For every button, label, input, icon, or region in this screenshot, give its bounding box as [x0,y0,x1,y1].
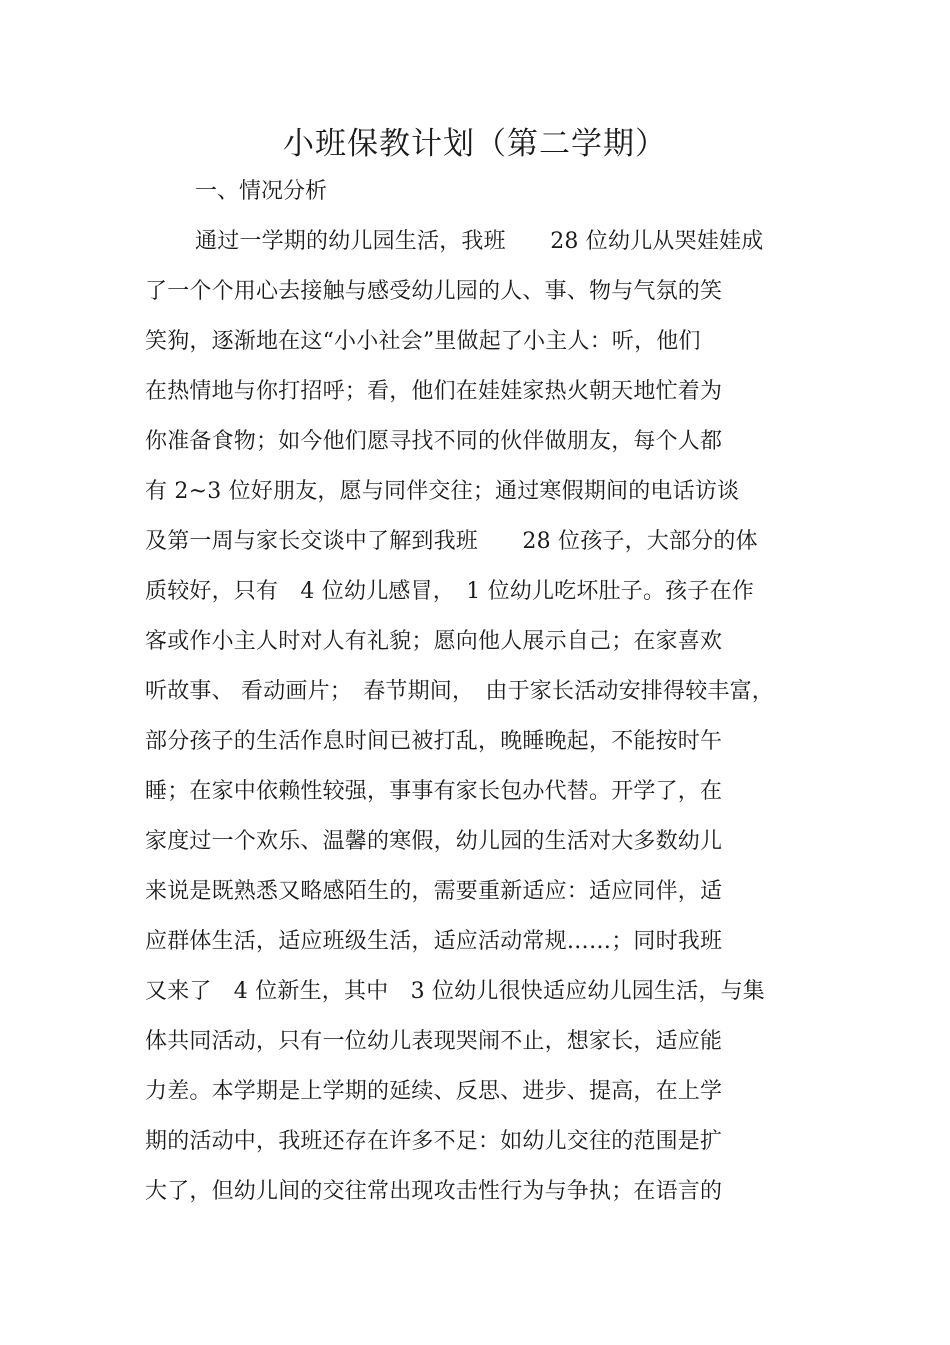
paragraph-line: 又来了 4 位新生，其中 3 位幼儿很快适应幼儿园生活，与集 [145,979,765,1004]
paragraph-line: 你准备食物；如今他们愿寻找不同的伙伴做朋友，每个人都 [145,429,723,454]
paragraph-line: 来说是既熟悉又略感陌生的，需要重新适应：适应同伴，适 [145,879,723,904]
paragraph-line: 笑狗，逐渐地在这“小小社会”里做起了小主人：听，他们 [145,329,701,354]
paragraph-line: 睡；在家中依赖性较强，事事有家长包办代替。开学了，在 [145,779,723,804]
paragraph-line: 通过一学期的幼儿园生活，我班 28 位幼儿从哭娃娃成 [195,229,764,254]
paragraph-line: 家度过一个欢乐、温馨的寒假，幼儿园的生活对大多数幼儿 [145,829,723,854]
paragraph-line: 质较好，只有 4 位幼儿感冒， 1 位幼儿吃坏肚子。孩子在作 [145,579,754,604]
paragraph-line: 客或作小主人时对人有礼貌；愿向他人展示自己；在家喜欢 [145,629,723,654]
paragraph-line: 在热情地与你打招呼；看，他们在娃娃家热火朝天地忙着为 [145,379,723,404]
paragraph-line: 期的活动中，我班还存在许多不足：如幼儿交往的范围是扩 [145,1129,723,1154]
section-heading: 一、情况分析 [195,179,328,204]
paragraph-line: 体共同活动，只有一位幼儿表现哭闹不止，想家长，适应能 [145,1029,723,1054]
paragraph-line: 大了，但幼儿间的交往常出现攻击性行为与争执；在语言的 [145,1179,723,1204]
paragraph-line: 了一个个用心去接触与感受幼儿园的人、事、物与气氛的笑 [145,279,723,304]
paragraph-line: 及第一周与家长交谈中了解到我班 28 位孩子，大部分的体 [145,529,758,554]
paragraph-line: 力差。本学期是上学期的延续、反思、进步、提高，在上学 [145,1079,723,1104]
paragraph-line: 有 2~3 位好朋友，愿与同伴交往；通过寒假期间的电话访谈 [145,479,740,504]
paragraph-line: 应群体生活，适应班级生活，适应活动常规……；同时我班 [145,929,723,954]
paragraph-line: 听故事、 看动画片； 春节期间， 由于家长活动安排得较丰富， [145,679,774,704]
paragraph-line: 部分孩子的生活作息时间已被打乱，晚睡晚起，不能按时午 [145,729,723,754]
document-title: 小班保教计划（第二学期） [283,126,667,162]
